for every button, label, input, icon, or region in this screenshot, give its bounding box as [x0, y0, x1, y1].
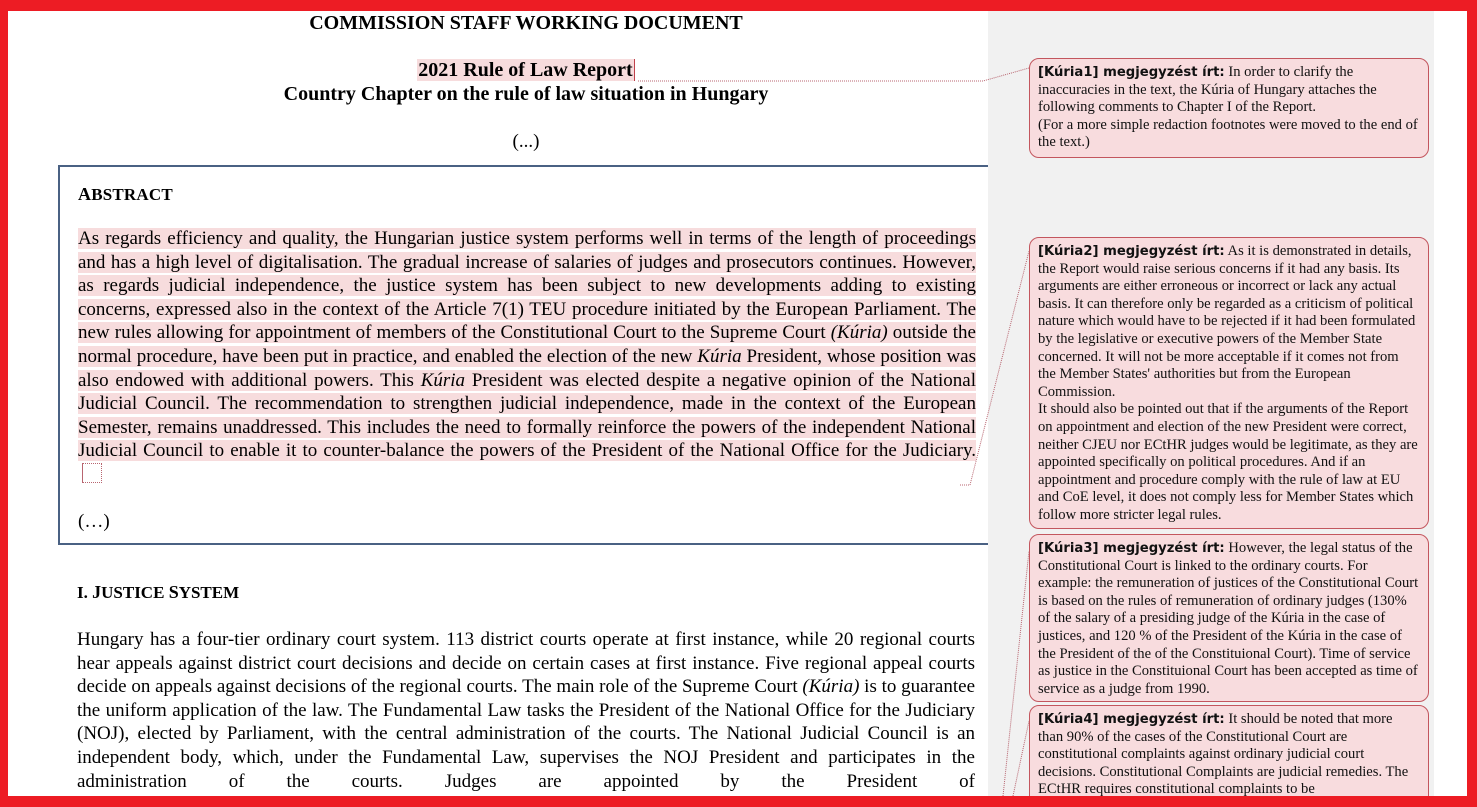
comment-kuria1[interactable] [1029, 58, 1429, 158]
comment-author: [Kúria1] megjegyzést írt: [1038, 65, 1225, 80]
comment-text: However, the legal status of the Constitutional Court is linked to the ordinary courts. For example: the remuneration of justices of the Constitutional Court is based on the rules of remuneration of ordinary judges (130% of the salary of a presiding judge of the Kúria in the case of justices, and 120 % of the President of the Kúria in the case of the President of the of the Constituional Court). Time of service as justice in the Constituional Court has been accepted as time of service as a judge from 1990. [1038, 540, 1419, 697]
comment-kuria4[interactable] [1029, 705, 1429, 796]
comment-text-continued: It should also be pointed out that if the arguments of the Report on appointment and election of the new President were correct, neither CJEU nor ECtHR judges would be legitimate, as they are appointed specifically on political procedures. And if an appointment and procedure comply with the rule of law at EU and CoE level, it does not comply less for Member States which follow more stricter legal rules. [1038, 401, 1418, 523]
comment-kuria3[interactable] [1029, 534, 1429, 702]
ellipsis-top: (...) [512, 131, 540, 152]
comment-text: It should be noted that more than 90% of the cases of the Constitutional Court are constitutional complaints against ordinary judicial court decisions. Constitutional Complaints are judicial remedies. The ECtHR requires constitutional complaints to be [1038, 711, 1409, 796]
comment-kuria2[interactable] [1029, 237, 1429, 529]
document-viewer [8, 11, 1467, 796]
abstract-heading: ABSTRACT [78, 184, 173, 204]
section-heading-justice-system: I. JUSTICE SYSTEM [77, 582, 240, 602]
comment-text: In order to clarify the inaccuracies in the text, the Kúria of Hungary attaches the following comments to Chapter I of the Report. [1038, 64, 1377, 116]
report-subtitle: Country Chapter on the rule of law situation in Hungary [283, 83, 769, 105]
comment-author: [Kúria3] megjegyzést írt: [1038, 541, 1225, 556]
document-header-title: COMMISSION STAFF WORKING DOCUMENT [309, 12, 743, 34]
commented-text[interactable]: As regards efficiency and quality, the Hungarian justice system performs well in terms of the length of proceedings and has a high level of digitalisation. The gradual increase of salaries of judges and prosecutors continues. However, as regards judicial independence, the justice system has been subject to new developments adding to existing concerns, expressed also in the context of the Article 7(1) TEU procedure initiated by the European Parliament. The new rules allowing for appointment of members of the Constitutional Court to the Supreme Court (Kúria) outside the normal procedure, have been put in practice, and enabled the election of the new Kúria President, whose position was also endowed with additional powers. This Kúria President was elected despite a negative opinion of the National Judicial Council. The recommendation to strengthen judicial independence, made in the context of the European Semester, remains unaddressed. This includes the need to formally reinforce the powers of the independent National Judicial Council to enable it to counter-balance the powers of the President of the National Office for the Judiciary. [78, 228, 976, 462]
comment-author: [Kúria2] megjegyzést írt: [1038, 244, 1225, 259]
justice-system-paragraph: Hungary has a four-tier ordinary court system. 113 district courts operate at first instance, while 20 regional courts hear appeals against district court decisions and decide on certain cases at first instance. Five regional appeal courts decide on appeals against decisions of the regional courts. The main role of the Supreme Court (Kúria) is to guarantee the uniform application of the law. The Fundamental Law tasks the President of the National Office for the Judiciary (NOJ), elected by Parliament, with the central administration of the courts. The National Judicial Council is an independent body, which, under the Fundamental Law, supervises the NOJ President and participates in the administration of the courts. Judges are appointed by the President of [77, 629, 975, 792]
comment-text-continued: (For a more simple redaction footnotes were moved to the end of the text.) [1038, 116, 1418, 151]
report-title-highlight[interactable]: 2021 Rule of Law Report [418, 59, 633, 81]
comment-author: [Kúria4] megjegyzést írt: [1038, 712, 1225, 727]
ellipsis-bottom: (…) [78, 511, 110, 532]
comment-text: As it is demonstrated in details, the Report would raise serious concerns if it had any basis. Its arguments are either erroneous or incorrect or lack any actual basis. It can therefore only be regarded as a criticism of political nature which would have to be rejected if it had been formulated by the legislative or executive powers of the Member State concerned. It will not be more acceptable if it comes not from the Member States' authorities but from the European Commission. [1038, 243, 1416, 400]
